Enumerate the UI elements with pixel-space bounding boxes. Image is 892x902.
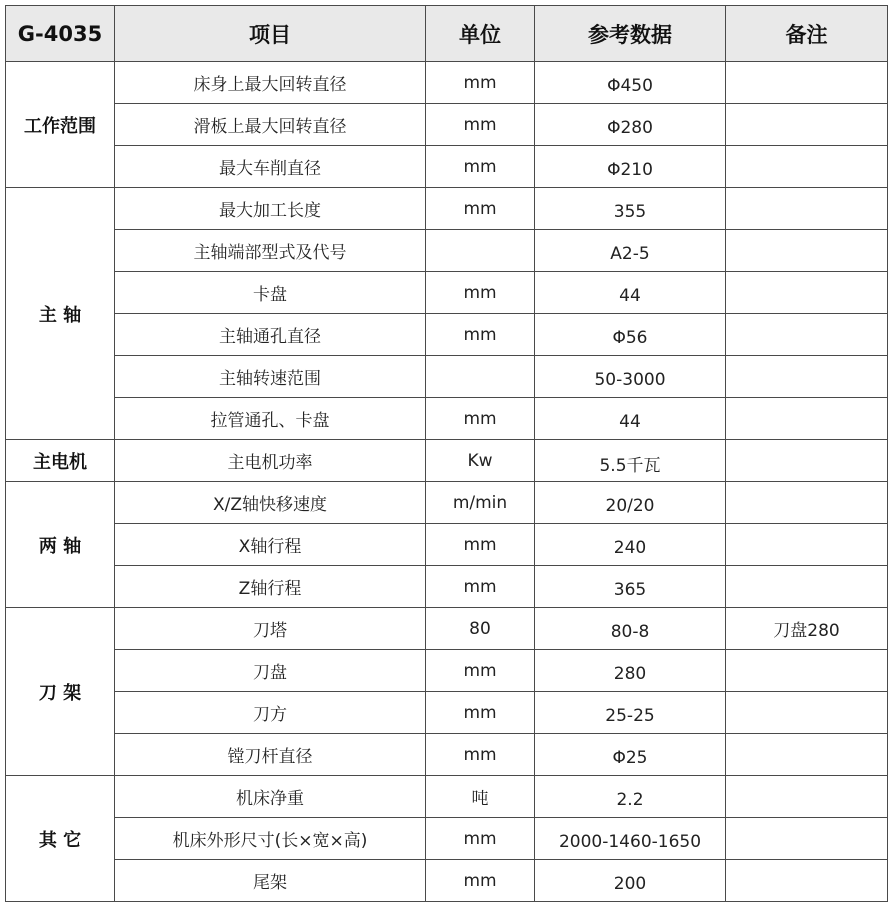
note-cell xyxy=(726,524,888,566)
value-cell: 365 xyxy=(535,566,726,608)
table-row xyxy=(6,650,888,692)
value-cell: Φ25 xyxy=(535,734,726,776)
value-cell: 44 xyxy=(535,398,726,440)
value-cell: 5.5千瓦 xyxy=(535,440,726,482)
unit-cell: mm xyxy=(426,62,535,104)
note-cell xyxy=(726,734,888,776)
unit-cell xyxy=(426,356,535,398)
unit-cell: mm xyxy=(426,650,535,692)
value-cell: Φ280 xyxy=(535,104,726,146)
value-cell: 44 xyxy=(535,272,726,314)
item-cell: 机床净重 xyxy=(115,776,426,818)
note-cell xyxy=(726,692,888,734)
item-cell: 最大加工长度 xyxy=(115,188,426,230)
table-row xyxy=(6,188,888,230)
item-cell: 机床外形尺寸(长×宽×高) xyxy=(115,818,426,860)
table-row xyxy=(6,818,888,860)
note-cell xyxy=(726,356,888,398)
unit-cell: mm xyxy=(426,104,535,146)
item-cell: 最大车削直径 xyxy=(115,146,426,188)
item-cell: 主电机功率 xyxy=(115,440,426,482)
item-cell: 床身上最大回转直径 xyxy=(115,62,426,104)
unit-cell: m/min xyxy=(426,482,535,524)
item-cell: 卡盘 xyxy=(115,272,426,314)
table-row xyxy=(6,356,888,398)
item-cell: 镗刀杆直径 xyxy=(115,734,426,776)
unit-cell: mm xyxy=(426,818,535,860)
table-row xyxy=(6,776,888,818)
note-cell xyxy=(726,650,888,692)
note-cell xyxy=(726,776,888,818)
table-row xyxy=(6,314,888,356)
table-row xyxy=(6,524,888,566)
group-label: 其 它 xyxy=(6,776,115,902)
note-cell xyxy=(726,314,888,356)
table-row xyxy=(6,482,888,524)
value-cell: 80-8 xyxy=(535,608,726,650)
group-label: 刀 架 xyxy=(6,608,115,776)
table-row xyxy=(6,692,888,734)
table-row xyxy=(6,440,888,482)
header-row xyxy=(6,6,888,62)
item-cell: 刀盘 xyxy=(115,650,426,692)
note-cell xyxy=(726,62,888,104)
item-cell: 主轴端部型式及代号 xyxy=(115,230,426,272)
note-cell xyxy=(726,104,888,146)
unit-cell: mm xyxy=(426,692,535,734)
value-cell: 240 xyxy=(535,524,726,566)
unit-cell: 吨 xyxy=(426,776,535,818)
value-cell: 2.2 xyxy=(535,776,726,818)
unit-cell: 80 xyxy=(426,608,535,650)
header-unit: 单位 xyxy=(426,6,535,62)
spec-table xyxy=(5,5,888,902)
unit-cell: mm xyxy=(426,860,535,902)
header-item: 项目 xyxy=(115,6,426,62)
note-cell xyxy=(726,566,888,608)
item-cell: X/Z轴快移速度 xyxy=(115,482,426,524)
item-cell: 滑板上最大回转直径 xyxy=(115,104,426,146)
note-cell xyxy=(726,146,888,188)
table-row xyxy=(6,62,888,104)
value-cell: 200 xyxy=(535,860,726,902)
item-cell: 尾架 xyxy=(115,860,426,902)
note-cell xyxy=(726,440,888,482)
unit-cell: mm xyxy=(426,146,535,188)
group-label: 主 轴 xyxy=(6,188,115,440)
table-row xyxy=(6,734,888,776)
note-cell: 刀盘280 xyxy=(726,608,888,650)
unit-cell: mm xyxy=(426,272,535,314)
unit-cell xyxy=(426,230,535,272)
value-cell: 50-3000 xyxy=(535,356,726,398)
table-row xyxy=(6,398,888,440)
header-remarks: 备注 xyxy=(726,6,888,62)
group-label: 工作范围 xyxy=(6,62,115,188)
value-cell: 2000-1460-1650 xyxy=(535,818,726,860)
spec-table-body xyxy=(6,62,888,902)
table-row xyxy=(6,230,888,272)
note-cell xyxy=(726,818,888,860)
value-cell: Φ56 xyxy=(535,314,726,356)
value-cell: 25-25 xyxy=(535,692,726,734)
table-row xyxy=(6,860,888,902)
unit-cell: mm xyxy=(426,734,535,776)
value-cell: A2-5 xyxy=(535,230,726,272)
unit-cell: mm xyxy=(426,398,535,440)
item-cell: Z轴行程 xyxy=(115,566,426,608)
note-cell xyxy=(726,272,888,314)
unit-cell: mm xyxy=(426,566,535,608)
item-cell: 主轴通孔直径 xyxy=(115,314,426,356)
header-reference-data: 参考数据 xyxy=(535,6,726,62)
item-cell: 拉管通孔、卡盘 xyxy=(115,398,426,440)
unit-cell: mm xyxy=(426,314,535,356)
table-row xyxy=(6,146,888,188)
table-row xyxy=(6,566,888,608)
table-row xyxy=(6,104,888,146)
group-label: 两 轴 xyxy=(6,482,115,608)
note-cell xyxy=(726,860,888,902)
table-row xyxy=(6,272,888,314)
group-label: 主电机 xyxy=(6,440,115,482)
header-model: G-4035 xyxy=(6,6,115,62)
value-cell: Φ450 xyxy=(535,62,726,104)
table-row xyxy=(6,608,888,650)
note-cell xyxy=(726,482,888,524)
item-cell: 主轴转速范围 xyxy=(115,356,426,398)
value-cell: 20/20 xyxy=(535,482,726,524)
note-cell xyxy=(726,188,888,230)
unit-cell: mm xyxy=(426,524,535,566)
item-cell: 刀方 xyxy=(115,692,426,734)
unit-cell: Kw xyxy=(426,440,535,482)
item-cell: 刀塔 xyxy=(115,608,426,650)
note-cell xyxy=(726,398,888,440)
item-cell: X轴行程 xyxy=(115,524,426,566)
unit-cell: mm xyxy=(426,188,535,230)
note-cell xyxy=(726,230,888,272)
value-cell: Φ210 xyxy=(535,146,726,188)
value-cell: 280 xyxy=(535,650,726,692)
value-cell: 355 xyxy=(535,188,726,230)
